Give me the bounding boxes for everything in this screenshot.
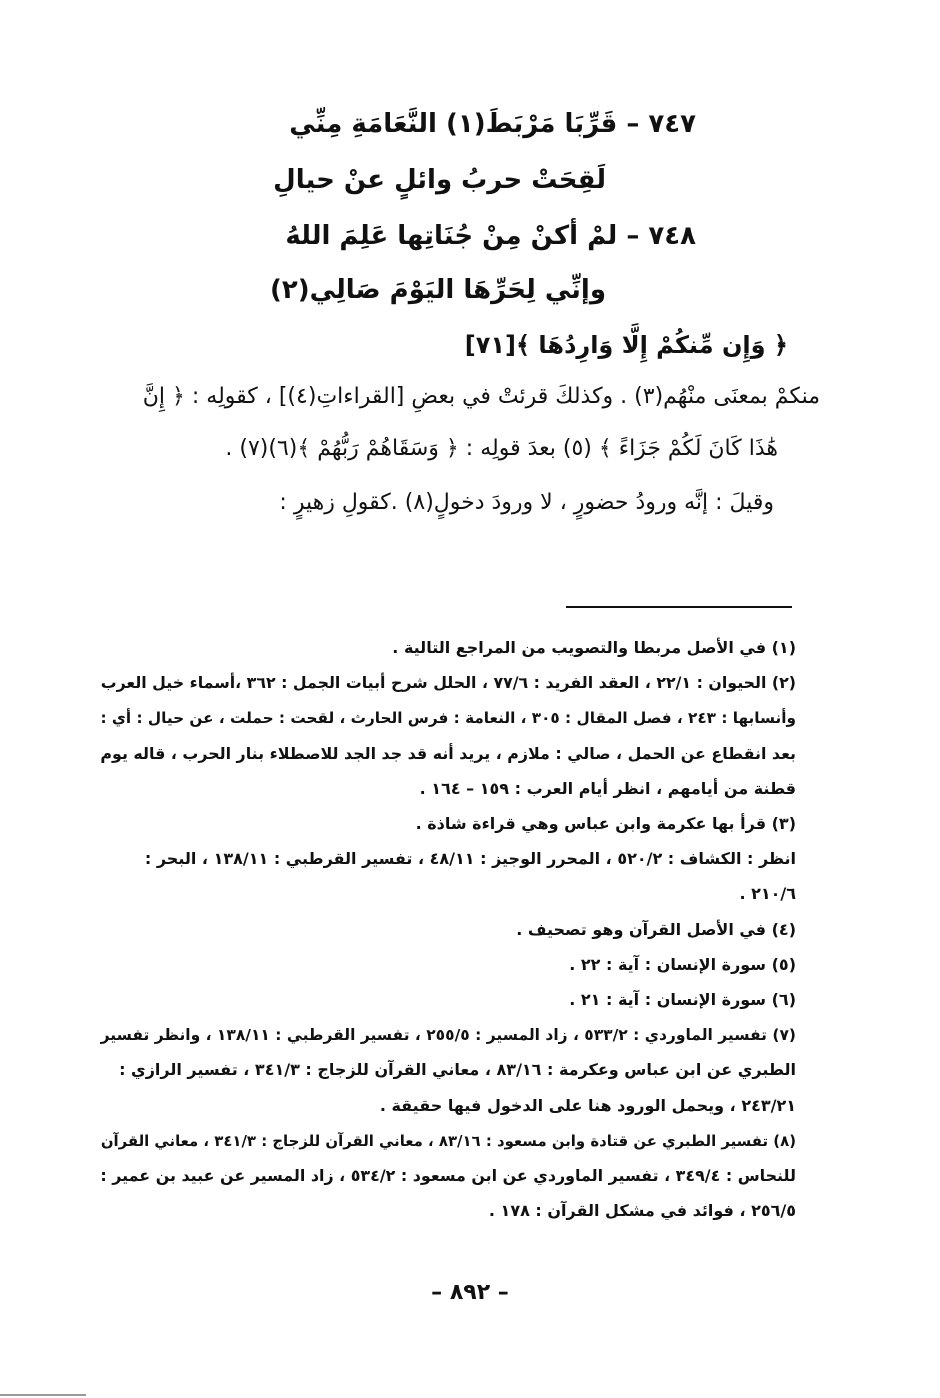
footnote-line: الطبري عن ابن عباس وعكرمة : ٨٣/١٦ ، معاني القرآن للزجاج : ٣٤١/٣ ، تفسير الرازي :	[119, 1060, 796, 1080]
footnote-line: ٢٤٣/٢١ ، ويحمل الورود هنا على الدخول فيها حقيقة .	[379, 1095, 796, 1115]
page-number: – ٨٩٢ –	[431, 1280, 509, 1305]
footnote-line: (١) في الأصل مربطا والتصويب من المراجع التالية .	[392, 638, 796, 657]
body-text-line: منكمْ بمعنَى منْهُم(٣) . وكذلكَ قرئتْ في بعضِ [القراءاتِ(٤)] ، كقولِه : ﴿ إِنَّ	[142, 384, 820, 409]
footnote-line: ٢١٠/٦ .	[739, 884, 796, 904]
footnote-line: ٢٥٦/٥ ، فوائد في مشكل القرآن : ١٧٨ .	[488, 1201, 796, 1221]
footnote-separator-rule	[566, 606, 792, 608]
footnote-line: انظر : الكشاف : ٥٢٠/٢ ، المحرر الوجيز : ٤٨/١١ ، تفسير القرطبي : ١٣٨/١١ ، البحر :	[144, 849, 796, 869]
scan-edge-mark	[0, 1394, 86, 1396]
poem-verse-747-second-half: لَقِحَتْ حربُ وائلٍ عنْ حيالِ	[273, 165, 606, 195]
footnote-line: (٥) سورة الإنسان : آية : ٢٢ .	[569, 954, 796, 974]
poem-verse-748-first-half: ٧٤٨ – لمْ أكنْ مِنْ جُنَاتِها عَلِمَ اللهُ	[285, 221, 696, 251]
footnote-line: (٨) تفسير الطبري عن قتادة وابن مسعود : ٨٣/١٦ ، معاني القرآن للزجاج : ٣٤١/٣ ، معاني القرآن	[100, 1131, 796, 1150]
footnote-line: (٦) سورة الإنسان : آية : ٢١ .	[569, 990, 796, 1009]
footnote-line: للنحاس : ٣٤٩/٤ ، تفسير الماوردي عن ابن مسعود : ٥٣٤/٢ ، زاد المسير عن عبيد بن عمير :	[100, 1166, 796, 1185]
footnote-line: بعد انقطاع عن الحمل ، صالي : ملازم ، يريد أنه قد جد الجد للاصطلاء بنار الحرب ، قاله يوم	[100, 743, 796, 763]
body-text-line: هَٰذَا كَانَ لَكُمْ جَزَاءً ﴾ (٥) بعدَ قولِه : ﴿ وَسَقَاهُمْ رَبُّهُمْ ﴾(٦)(٧) .	[225, 436, 778, 461]
footnote-line: (٧) تفسير الماوردي : ٥٣٣/٢ ، زاد المسير : ٢٥٥/٥ ، تفسير القرطبي : ١٣٨/١١ ، وانظر تفسير	[100, 1026, 796, 1045]
poem-verse-747-first-half: ٧٤٧ – قَرِّبَا مَرْبَطَ(١) النَّعَامَةِ مِنِّي	[289, 109, 696, 139]
footnote-line: قطنة من أيامهم ، انظر أيام العرب : ١٥٩ – ١٦٤ .	[419, 778, 796, 798]
footnote-line: وأنسابها : ٢٤٣ ، فصل المقال : ٣٠٥ ، النعامة : فرس الحارث ، لقحت : حملت ، عن حيال : أي :	[100, 709, 796, 728]
quran-verse-heading: ﴿ وَإِن مِّنكُمْ إِلَّا وَارِدُهَا ﴾[٧١]	[464, 331, 788, 359]
poem-verse-748-second-half: وإنِّي لِحَرِّهَا اليَوْمَ صَالِي(٢)	[269, 275, 606, 305]
body-text-line: وقيلَ : إنَّه ورودُ حضورٍ ، لا ورودَ دخولٍ(٨) .كقولِ زهيرٍ :	[279, 490, 774, 515]
footnote-line: (٢) الحيوان : ٢٢/١ ، العقد الفريد : ٧٧/٦ ، الحلل شرح أبيات الجمل : ٣٦٢ ،أسماء خيل العرب	[100, 673, 796, 693]
footnote-line: (٤) في الأصل القرآن وهو تصحيف .	[516, 919, 796, 939]
footnote-line: (٣) قرأ بها عكرمة وابن عباس وهي قراءة شاذة .	[415, 814, 796, 833]
